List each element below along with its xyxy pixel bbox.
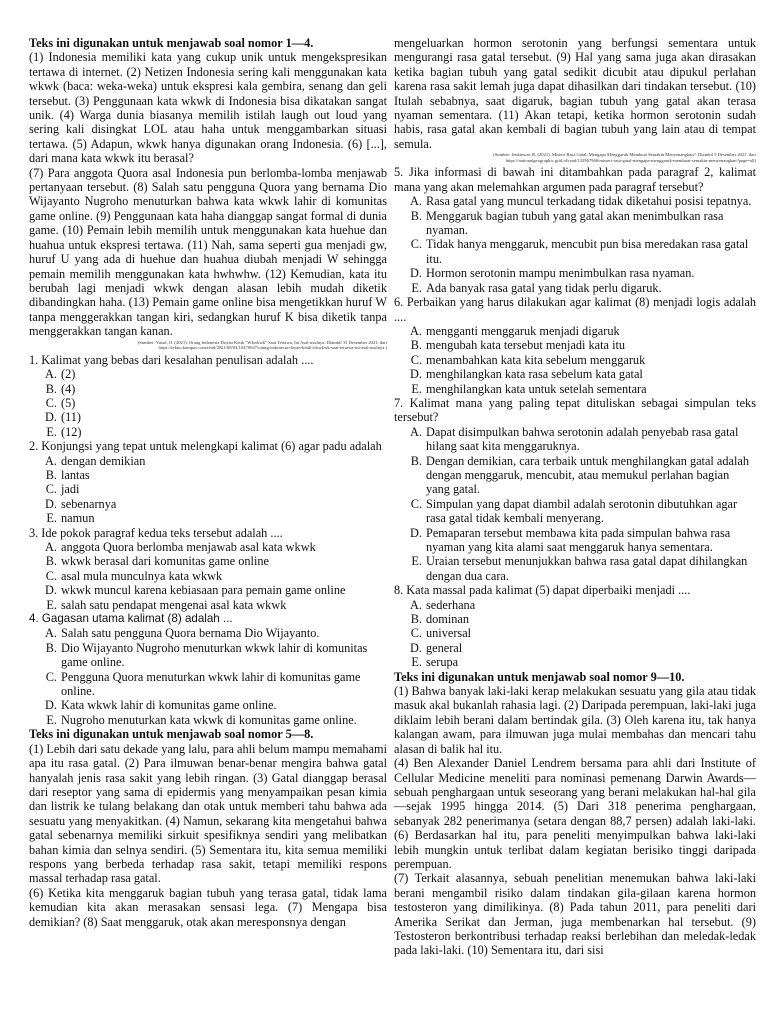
option-letter: C.	[410, 496, 422, 511]
answer-option-c	[394, 353, 756, 367]
option-letter: D.	[410, 640, 422, 655]
answer-option-e	[29, 511, 387, 525]
option-letter: D.	[45, 583, 57, 598]
option-letter: D.	[410, 266, 422, 281]
option-letter: B.	[410, 338, 422, 353]
option-letter: E.	[46, 511, 57, 526]
answer-option-c	[29, 396, 387, 410]
answer-option-b	[29, 468, 387, 482]
option-text: Hormon serotonin mampu menimbulkan rasa nyaman.	[426, 266, 695, 281]
question-8: 8. Kata massal pada kalimat (5) dapat diperbaiki menjadi ....	[394, 583, 691, 598]
option-text: universal	[426, 626, 472, 641]
question-3: 3. Ide pokok paragraf kedua teks tersebut adalah ....	[29, 525, 283, 540]
question-2: 2. Konjungsi yang tepat untuk melengkapi kalimat (6) agar padu adalah	[29, 439, 382, 454]
answer-option-d	[394, 526, 756, 555]
option-text: Dengan demikian, cara terbaik untuk menghilangkan gatal adalah dengan menggaruk, mencubit, atau memukul perlahan bagian yang gatal.	[426, 453, 750, 497]
answer-option-b	[394, 209, 756, 238]
option-letter: E.	[411, 655, 422, 670]
answer-option-a	[394, 324, 756, 338]
question-7: 7. Kalimat mana yang paling tepat dituliskan sebagai simpulan teks tersebut?	[394, 395, 756, 425]
answer-option-c	[394, 497, 756, 526]
passage-2-paragraph-2: (6) Ketika kita menggaruk bagian tubuh yang terasa gatal, tidak lama kemudian kita akan merasakan sensasi lega. (7) Mengapa bisa demikian? (8) Saat menggaruk, otak akan meresponsnya dengan	[29, 885, 387, 929]
answer-option-d	[29, 583, 387, 597]
answer-option-e	[394, 655, 756, 669]
option-letter: D.	[45, 698, 57, 713]
option-text: Pengguna Quora menuturkan wkwk lahir di komunitas game online.	[61, 669, 361, 699]
answer-option-a	[29, 367, 387, 381]
option-letter: B.	[45, 467, 57, 482]
answer-option-d	[394, 641, 756, 655]
answer-option-a	[29, 454, 387, 468]
option-letter: B.	[410, 208, 422, 223]
option-letter: E.	[46, 597, 57, 612]
section-heading-1: Teks ini digunakan untuk menjawab soal nomor 1—4.	[29, 36, 314, 50]
option-letter: B.	[410, 612, 422, 627]
answer-option-b	[394, 454, 756, 497]
option-letter: C.	[410, 626, 422, 641]
question-5-options	[394, 194, 756, 295]
option-letter: A.	[410, 323, 422, 338]
option-text: Uraian tersebut menunjukkan bahwa rasa gatal dapat dihilangkan dengan dua cara.	[426, 554, 748, 583]
option-letter: B.	[45, 554, 57, 569]
answer-option-a	[394, 598, 756, 612]
option-letter: E.	[411, 554, 422, 569]
source-citation-1: (Sumber: Yusuf, O. (2021). Orang Indonesia Doyan Ketik "Wkwkwk" Saat Tertawa, Ini Asal-usulnya. Diambil 31 Desember 2021, dari https://tekno.kompas.com/read/2021/08/04/16470047/orang-indonesia-doyan-ketik-wkwkwk-saat-tertawa-ini-asal-usulnya.)	[137, 339, 387, 351]
question-1-options	[29, 367, 387, 439]
answer-option-b	[29, 382, 387, 396]
passage-3-paragraph-3: (7) Terkait alasannya, sebuah penelitian menemukan bahwa laki-laki berani mengambil risiko dalam tindakan gila-gilaan karena hormon testosteron yang dimilikinya. (8) Pada tahun 2011, para peneliti dari Amerika Serikat dan Jerman, juga membenarkan hal tersebut. (9) Testosteron berkontribusi terhadap reaksi berlebihan dan meledak-ledak pada laki-laki. (10) Sementara itu, dari sisi	[394, 871, 756, 958]
answer-option-c	[29, 482, 387, 496]
source-citation-2: (Sumber: Jenkinson, R. (2021). Misteri Rasa Gatal, Mengapa Menggaruk Membuat Semakin Menyenangkan?. Diambil 5 Desember 2021, dari https://nationalgeographic.grid.id/read/132967966/misteri-rasa-gatal-mengapa-menggaruk-membuat-semakin-menyenangkan?page=all)	[493, 152, 756, 163]
answer-option-d	[29, 698, 387, 712]
option-letter: C.	[45, 568, 57, 583]
answer-option-b	[394, 338, 756, 352]
section-heading-2: Teks ini digunakan untuk menjawab soal nomor 5—8.	[29, 727, 314, 742]
passage-1-paragraph-1: (1) Indonesia memiliki kata yang cukup unik untuk mengekspresikan tertawa di internet. (2) Netizen Indonesia sering kali menggunakan kata wkwk (baca: weka-weka) untuk ekspresi kala gembira, senang dan geli tersebut. (3) Penggunaan kata wkwk di Indonesia bisa dikatakan sangat unik. (4) Warga dunia biasanya memilih istilah laugh out loud yang sering kali disingkat LOL atau haha untuk menggambarkan situasi tertawa. (5) Adapun, wkwk hanya digunakan orang Indonesia. (6) [...], dari mana kata wkwk itu berasal?	[29, 50, 387, 166]
answer-option-e	[29, 598, 387, 612]
passage-3-paragraph-2: (4) Ben Alexander Daniel Lendrem bersama para ahli dari Institute of Cellular Medicine meneliti para nominasi pemenang Darwin Awards—sebuah penghargaan untuk seseorang yang berani melakukan hal-hal gila—sejak 1995 hingga 2014. (5) Dari 318 penerima penghargaan, sebanyak 282 penerimanya (setara dengan 88,7 persen) adalah laki-laki. (6) Berdasarkan hal itu, para peneliti menyimpulkan bahwa laki-laki lebih mungkin untuk terlibat dalam kegiatan berisiko tinggi daripada perempuan.	[394, 756, 756, 871]
option-letter: C.	[45, 395, 57, 410]
option-letter: B.	[45, 381, 57, 396]
option-letter: D.	[45, 410, 57, 425]
answer-option-e	[29, 425, 387, 439]
option-text: dominan	[426, 612, 470, 627]
option-text: Kata wkwk lahir di komunitas game online.	[61, 698, 277, 713]
question-4: 4. Gagasan utama kalimat (8) adalah ...	[29, 612, 233, 626]
option-letter: C.	[45, 482, 57, 497]
left-column	[29, 36, 387, 929]
option-text: menghilangkan kata rasa sebelum kata gatal	[426, 367, 643, 382]
question-2-options	[29, 454, 387, 526]
option-text: menghilangkan kata untuk setelah sementara	[426, 381, 647, 396]
answer-option-d	[29, 410, 387, 424]
option-letter: E.	[411, 381, 422, 396]
question-6: 6. Perbaikan yang harus dilakukan agar kalimat (8) menjadi logis adalah ....	[394, 295, 756, 324]
option-text: anggota Quora berlomba menjawab asal kata wkwk	[61, 540, 316, 554]
option-letter: A.	[45, 626, 57, 641]
option-text: wkwk muncul karena kebiasaan para pemain game online	[61, 583, 346, 598]
option-text: serupa	[426, 655, 459, 670]
option-text: mengganti menggaruk menjadi digaruk	[426, 323, 620, 338]
answer-option-c	[394, 237, 756, 266]
option-text: mengubah kata tersebut menjadi kata itu	[426, 338, 626, 353]
option-text: asal mula munculnya kata wkwk	[61, 568, 223, 583]
passage-3-paragraph-1: (1) Bahwa banyak laki-laki kerap melakukan sesuatu yang gila atau tidak masuk akal bukanlah rahasia lagi. (2) Daripada perempuan, laki-laki juga diklaim lebih berani dalam bertindak gila. (3) Oleh karena itu, tak hanya kalangan awam, para ilmuwan juga mulai membahas dan mencari tahu alasan di balik hal itu.	[394, 684, 756, 756]
option-letter: D.	[45, 496, 57, 511]
question-3-options	[29, 540, 387, 612]
option-letter: D.	[410, 367, 422, 382]
answer-option-d	[29, 497, 387, 511]
option-letter: C.	[410, 352, 422, 367]
option-letter: B.	[410, 453, 422, 468]
option-letter: A.	[410, 194, 422, 209]
option-letter: C.	[410, 237, 422, 252]
question-1: 1. Kalimat yang bebas dari kesalahan penulisan adalah ....	[29, 352, 314, 367]
question-7-options	[394, 425, 756, 583]
option-letter: A.	[410, 424, 422, 439]
answer-option-b	[29, 554, 387, 568]
answer-option-c	[29, 670, 387, 699]
answer-option-e	[394, 554, 756, 583]
option-text: (12)	[61, 424, 82, 439]
option-text: (2)	[61, 367, 76, 382]
answer-option-e	[394, 382, 756, 396]
answer-option-d	[394, 367, 756, 381]
option-letter: C.	[45, 669, 57, 684]
option-letter: A.	[45, 367, 57, 382]
option-text: lantas	[61, 467, 90, 482]
option-text: Rasa gatal yang muncul terkadang tidak diketahui posisi tepatnya.	[426, 194, 752, 209]
question-8-options	[394, 598, 756, 670]
passage-2-paragraph-2-cont: mengeluarkan hormon serotonin yang berfungsi sementara untuk mengurangi rasa gatal tersebut. (9) Hal yang sama juga akan dirasakan ketika bagian tubuh yang gatal sedikit dicubit atau dipukul perlahan karena rasa sakit lemah juga dapat dihasilkan dari tindakan tersebut. (10) Itulah sebabnya, saat digaruk, bagian tubuh yang gatal akan terasa nyaman sementara. (11) Akan tetapi, ketika hormon serotonin sudah habis, rasa gatal akan kembali di bagian tubuh yang lain atau di tempat semula.	[394, 36, 756, 151]
answer-option-b	[394, 612, 756, 626]
option-letter: D.	[410, 525, 422, 540]
option-text: Ada banyak rasa gatal yang tidak perlu digaruk.	[426, 280, 662, 295]
answer-option-a	[29, 540, 387, 554]
question-6-options	[394, 324, 756, 396]
option-text: Pemaparan tersebut membawa kita pada simpulan bahwa rasa nyaman yang kita alami saat menggaruk hanya sementara.	[426, 525, 731, 554]
question-5: 5. Jika informasi di bawah ini ditambahkan pada paragraf 2, kalimat mana yang akan melemahkan argumen pada paragraf tersebut?	[394, 165, 756, 194]
option-text: Menggaruk bagian tubuh yang gatal akan menimbulkan rasa nyaman.	[426, 208, 724, 238]
option-letter: E.	[46, 424, 57, 439]
option-text: salah satu pendapat mengenai asal kata wkwk	[61, 597, 287, 612]
option-text: sederhana	[426, 597, 476, 612]
option-text: Simpulan yang dapat diambil adalah serotonin dibutuhkan agar rasa gatal tidak kembali menyerang.	[426, 496, 738, 526]
option-letter: A.	[45, 453, 57, 468]
option-text: general	[426, 640, 463, 655]
option-text: wkwk berasal dari komunitas game online	[61, 554, 269, 569]
option-text: Nugroho menuturkan kata wkwk di komunitas game online.	[61, 712, 357, 727]
answer-option-c	[394, 626, 756, 640]
option-text: (4)	[61, 381, 76, 396]
answer-option-c	[29, 569, 387, 583]
question-4-options	[29, 626, 387, 727]
option-text: Dio Wijayanto Nugroho menuturkan wkwk lahir di komunitas game online.	[61, 640, 368, 670]
option-text: Salah satu pengguna Quora bernama Dio Wijayanto.	[61, 626, 320, 641]
right-column	[394, 36, 756, 958]
passage-1-paragraph-2: (7) Para anggota Quora asal Indonesia pun berlomba-lomba menjawab pertanyaan tersebut. (8) Salah satu pengguna Quora yang bernama Dio Wijayanto Nugroho menuturkan bahwa kata wkwk lahir di komunitas game online. (9) Penggunaan kata haha dianggap sangat formal di dunia game. (10) Pemain lebih memilih untuk menggunakan kata huehue dan huahua untuk ekspresi tertawa. (11) Nah, sama seperti gua menjadi gw, huruf U yang ada di huehue dan huahua diubah menjadi W sehingga pemain memilih menggunakan kata hwhwhw. (12) Kemudian, kata itu berubah lagi menjadi wkwk dengan alasan lebih mudah diketik dibandingkan haha. (13) Pemain game online bisa mengetikkan huruf W tanpa menggerakkan tangan kiri, sedangkan huruf K bisa diketik tanpa menggerakkan tangan kanan.	[29, 165, 387, 339]
option-letter: B.	[45, 640, 57, 655]
answer-option-d	[394, 266, 756, 280]
answer-option-e	[29, 713, 387, 727]
section-heading-3: Teks ini digunakan untuk menjawab soal nomor 9—10.	[394, 669, 685, 684]
option-text: sebenarnya	[61, 496, 117, 511]
option-letter: E.	[46, 712, 57, 727]
answer-option-a	[29, 626, 387, 640]
option-text: (5)	[61, 395, 76, 410]
option-text: (11)	[61, 410, 82, 425]
answer-option-a	[394, 194, 756, 208]
option-text: menambahkan kata kita sebelum menggaruk	[426, 352, 646, 367]
option-text: jadi	[61, 482, 80, 497]
option-letter: E.	[411, 280, 422, 295]
passage-2-paragraph-1: (1) Lebih dari satu dekade yang lalu, para ahli belum mampu memahami apa itu rasa gatal. (2) Para ilmuwan benar-benar mengira bahwa gatal hanyalah jenis rasa sakit yang lebih ringan. (3) Gatal dianggap berasal dari reseptor yang sama di epidermis yang menyampaikan pesan kimia dan listrik ke tulang belakang dan otak untuk memberi tahu bahwa ada sesuatu yang menyakitkan. (4) Namun, sekarang kita mengetahui bahwa gatal sebenarnya memiliki sirkuit spesifiknya sendiri yang melibatkan bahan kimia dan selnya sendiri. (5) Sementara itu, kita semua memiliki respons yang berbeda terhadap rasa sakit, tetapi memiliki respons massal terhadap rasa gatal.	[29, 741, 387, 886]
answer-option-b	[29, 641, 387, 670]
answer-option-a	[394, 425, 756, 454]
option-letter: A.	[45, 540, 57, 554]
option-letter: A.	[410, 597, 422, 612]
option-text: Dapat disimpulkan bahwa serotonin adalah penyebab rasa gatal hilang saat kita menggaruknya.	[426, 424, 739, 454]
option-text: dengan demikian	[61, 453, 146, 468]
answer-option-e	[394, 281, 756, 295]
option-text: namun	[61, 511, 95, 526]
option-text: Tidak hanya menggaruk, mencubit pun bisa meredakan rasa gatal itu.	[426, 237, 749, 266]
